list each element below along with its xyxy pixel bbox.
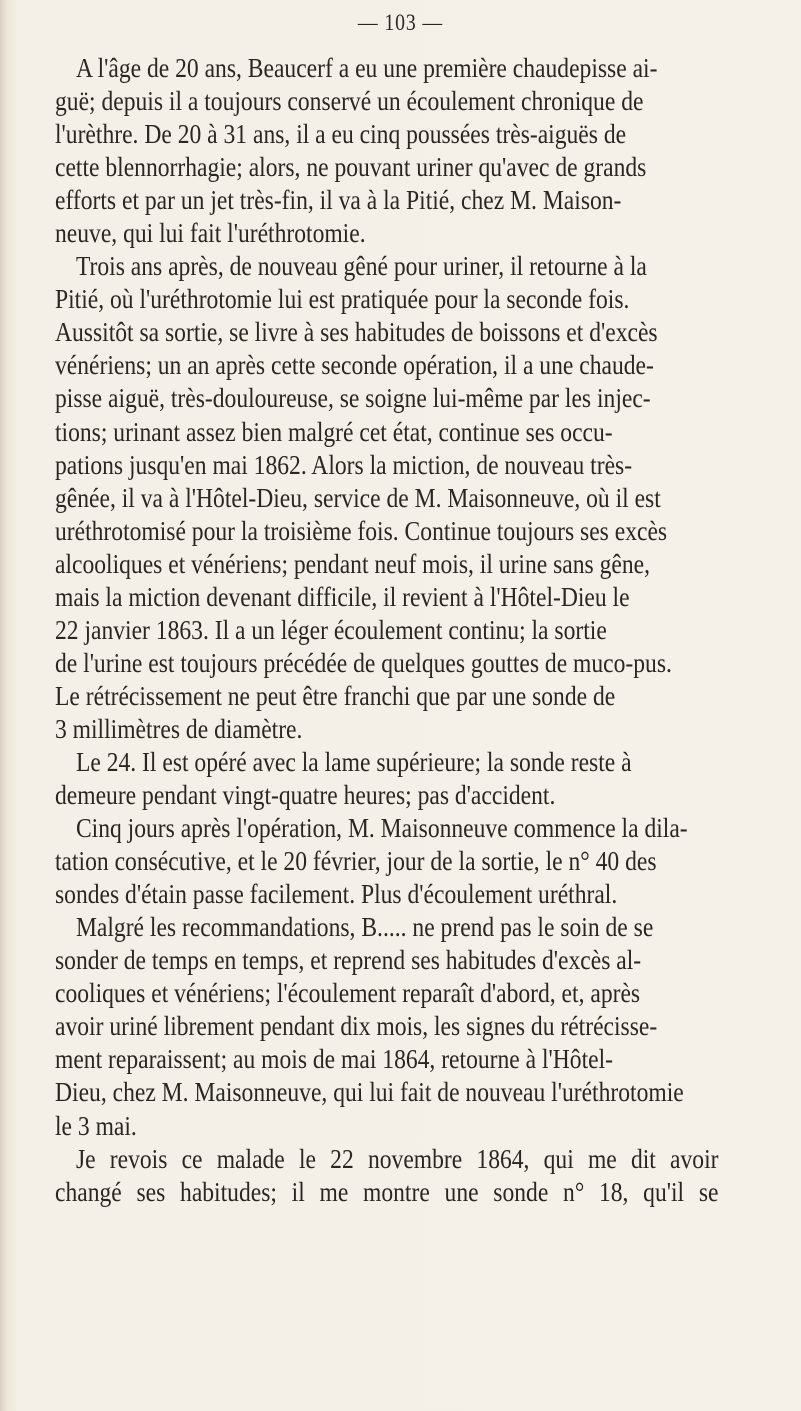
text-line: uréthrotomisé pour la troisième fois. Continue toujours ses excès [55,515,668,546]
text-line: Cinq jours après l'opération, M. Maisonneuve commence la dila- [75,813,688,844]
paragraph [55,911,718,1142]
text-line: mais la miction devenant difficile, il revient à l'Hôtel-Dieu le [55,581,630,612]
text-line: Le 24. Il est opéré avec la lame supérieure; la sonde reste à [75,746,632,777]
text-line: gênée, il va à l'Hôtel-Dieu, service de M. Maisonneuve, où il est [55,482,661,513]
text-line: Malgré les recommandations, B..... ne prend pas le soin de se [75,912,654,943]
paragraph [55,52,718,250]
text-line: sonder de temps en temps, et reprend ses habitudes d'excès al- [55,945,642,976]
text-line: sondes d'étain passe facilement. Plus d'écoulement uréthral. [55,879,618,910]
text-line: l'urèthre. De 20 à 31 ans, il a eu cinq poussées très-aiguës de [55,119,627,150]
text-line: 3 millimètres de diamètre. [55,713,303,744]
text-line: cooliques et vénériens; l'écoulement reparaît d'abord, et, après [55,978,641,1009]
text-line: Aussitôt sa sortie, se livre à ses habitudes de boissons et d'excès [55,317,658,348]
text-line: changé ses habitudes; il me montre une sonde n° 18, qu'il se [55,1176,719,1207]
text-line: Je revois ce malade le 22 novembre 1864, qui me dit avoir [75,1143,719,1174]
page-number: — 103 — [357,10,444,35]
text-line: demeure pendant vingt-quatre heures; pas d'accident. [55,780,556,811]
paragraph [55,1143,718,1209]
text-line: pations jusqu'en mai 1862. Alors la miction, de nouveau très- [55,449,633,480]
text-line: Trois ans après, de nouveau gêné pour uriner, il retourne à la [75,251,647,282]
text-line: cette blennorrhagie; alors, ne pouvant uriner qu'avec de grands [55,152,647,183]
text-line: neuve, qui lui fait l'uréthrotomie. [55,218,366,249]
body-text [55,52,718,1209]
text-line: tation consécutive, et le 20 février, jour de la sortie, le n° 40 des [55,846,657,877]
text-line: guë; depuis il a toujours conservé un écoulement chronique de [55,86,644,117]
paragraph [55,746,718,812]
text-line: le 3 mai. [55,1110,137,1141]
text-line: avoir uriné librement pendant dix mois, les signes du rétrécisse- [55,1011,658,1042]
text-line: 22 janvier 1863. Il a un léger écoulement continu; la sortie [55,614,607,645]
text-line: vénériens; un an après cette seconde opération, il a une chaude- [55,350,654,381]
text-line: Pitié, où l'uréthrotomie lui est pratiquée pour la seconde fois. [55,284,630,315]
text-line: A l'âge de 20 ans, Beaucerf a eu une première chaudepisse ai- [75,53,658,83]
paragraph [55,812,718,911]
text-line: Le rétrécissement ne peut être franchi que par une sonde de [55,680,616,711]
text-line: de l'urine est toujours précédée de quelques gouttes de muco-pus. [55,647,672,678]
text-line: pisse aiguë, très-douloureuse, se soigne lui-même par les injec- [55,383,651,414]
paragraph [55,250,718,746]
text-line: alcooliques et vénériens; pendant neuf mois, il urine sans gêne, [55,548,651,579]
text-line: ment reparaissent; au mois de mai 1864, retourne à l'Hôtel- [55,1044,613,1075]
text-line: efforts et par un jet très-fin, il va à la Pitié, chez M. Maison- [55,185,622,216]
text-line: tions; urinant assez bien malgré cet état, continue ses occu- [55,416,613,447]
text-line: Dieu, chez M. Maisonneuve, qui lui fait de nouveau l'uréthrotomie [55,1077,684,1108]
